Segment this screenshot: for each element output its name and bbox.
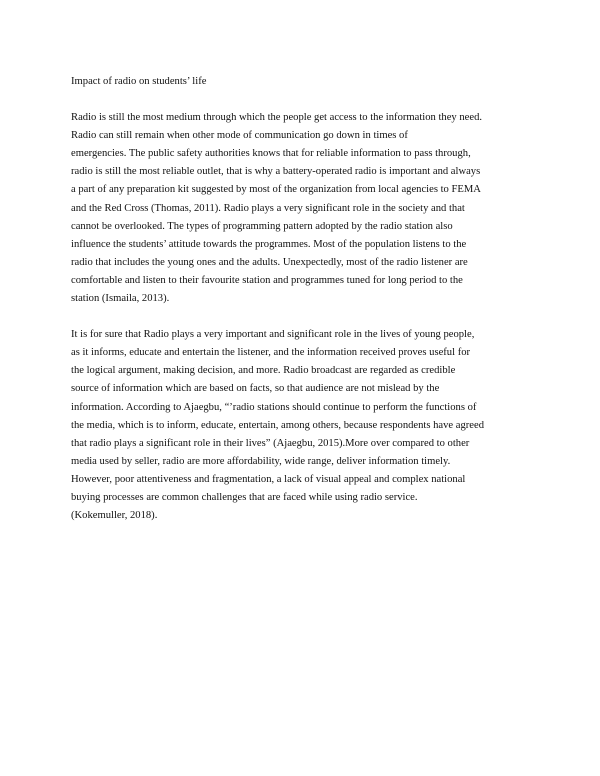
text-line: (Kokemuller, 2018). xyxy=(71,510,158,522)
text-line: as it informs, educate and entertain the listener, and the information received proves useful for xyxy=(71,347,471,359)
text-line: influence the students’ attitude towards the programmes. Most of the population listens to the xyxy=(71,238,467,250)
text-line: the logical argument, making decision, and more. Radio broadcast are regarded as credible xyxy=(71,365,456,377)
text-line: source of information which are based on facts, so that audience are not mislead by the xyxy=(71,383,440,395)
text-line: the media, which is to inform, educate, entertain, among others, because respondents have agreed xyxy=(71,419,485,431)
text-line: cannot be overlooked. The types of programming pattern adopted by the radio station also xyxy=(71,220,453,232)
paragraph-1 xyxy=(71,109,533,308)
text-line: comfortable and listen to their favourite station and programmes tuned for long period to the xyxy=(71,274,463,286)
text-line: emergencies. The public safety authorities knows that for reliable information to pass through, xyxy=(71,148,471,160)
text-line: radio is still the most reliable outlet, that is why a battery-operated radio is important and always xyxy=(71,166,481,178)
text-line: buying processes are common challenges that are faced while using radio service. xyxy=(71,491,418,503)
text-line: media used by seller, radio are more affordability, wide range, deliver information timely. xyxy=(71,455,451,467)
text-line: However, poor attentiveness and fragmentation, a lack of visual appeal and complex national xyxy=(71,473,466,485)
text-line: radio that includes the young ones and the adults. Unexpectedly, most of the radio listener are xyxy=(71,256,468,268)
text-line: Radio is still the most medium through which the people get access to the information they need. xyxy=(71,112,483,124)
text-line: station (Ismaila, 2013). xyxy=(71,293,170,305)
text-line: It is for sure that Radio plays a very important and significant role in the lives of young people, xyxy=(71,329,475,341)
paragraph-2 xyxy=(71,326,533,525)
text-line: a part of any preparation kit suggested by most of the organization from local agencies to FEMA xyxy=(71,184,481,196)
document-title: Impact of radio on students’ life xyxy=(71,76,207,87)
text-line: Radio can still remain when other mode of communication go down in times of xyxy=(71,130,408,142)
text-line: and the Red Cross (Thomas, 2011). Radio plays a very significant role in the society and that xyxy=(71,202,465,214)
text-line: that radio plays a significant role in their lives” (Ajaegbu, 2015).More over compared to other xyxy=(71,437,470,449)
text-line: information. According to Ajaegbu, “’radio stations should continue to perform the functions of xyxy=(71,401,477,413)
document-body xyxy=(71,73,533,543)
